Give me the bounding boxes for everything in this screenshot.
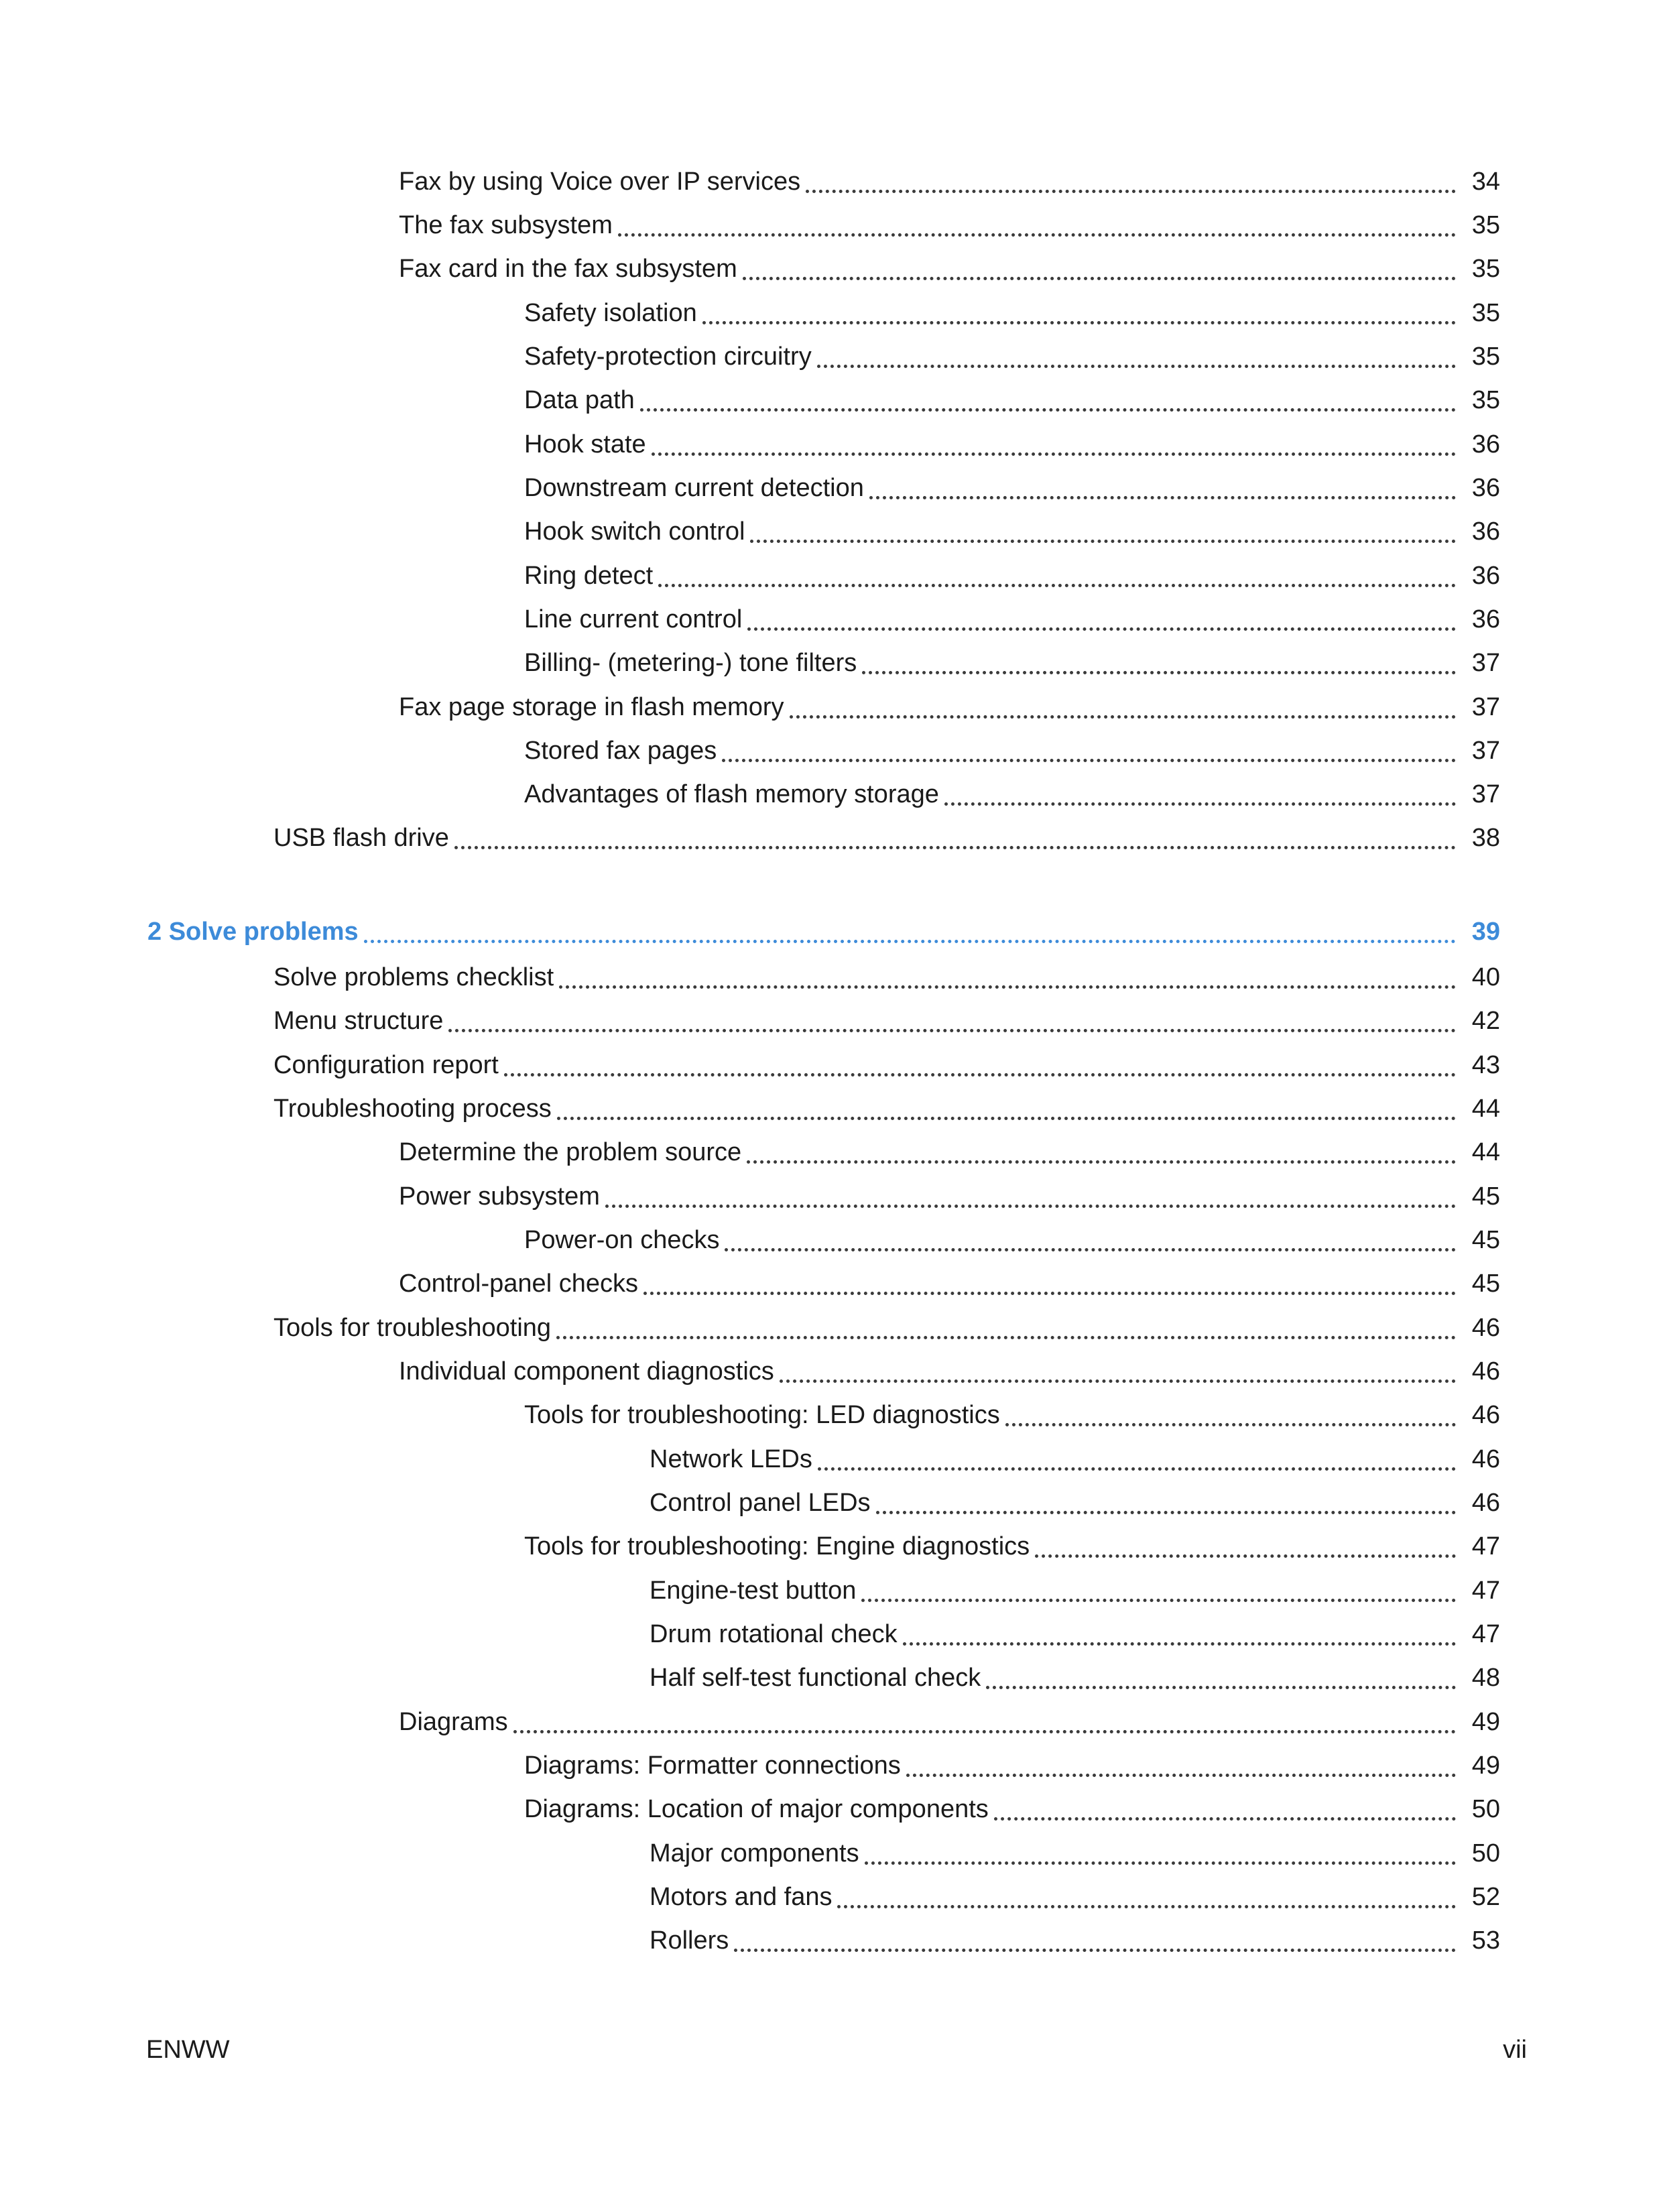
toc-entry-title: Rollers <box>650 1926 729 1955</box>
toc-entry[interactable] <box>399 1179 1500 1214</box>
toc-entry[interactable] <box>273 1003 1500 1038</box>
toc-entry-page: 38 <box>1471 824 1500 852</box>
toc-entry[interactable] <box>524 1748 1500 1783</box>
toc-entry-page: 42 <box>1471 1007 1500 1035</box>
toc-entry-title: Troubleshooting process <box>273 1095 552 1123</box>
toc-entry[interactable] <box>273 1048 1500 1083</box>
toc-entry-page: 47 <box>1471 1532 1500 1560</box>
toc-entry-title: Fax by using Voice over IP services <box>399 168 801 196</box>
toc-entry-page: 37 <box>1471 693 1500 721</box>
toc-entry-page: 44 <box>1471 1095 1500 1123</box>
footer-doc-code: ENWW <box>146 2036 230 2064</box>
toc-entry[interactable] <box>524 602 1500 637</box>
toc-entry[interactable] <box>399 251 1500 286</box>
dot-leader <box>986 1686 1456 1689</box>
toc-entry-title: Power-on checks <box>524 1226 720 1254</box>
dot-leader <box>640 408 1456 412</box>
dot-leader <box>513 1730 1456 1733</box>
toc-entry-title: Solve problems checklist <box>273 963 554 991</box>
toc-entry[interactable] <box>650 1923 1500 1958</box>
toc-entry-title: Half self-test functional check <box>650 1664 981 1692</box>
toc-entry-page: 46 <box>1471 1357 1500 1386</box>
toc-entry-page: 46 <box>1471 1489 1500 1517</box>
toc-entry-title: Downstream current detection <box>524 474 864 502</box>
toc-entry-page: 46 <box>1471 1445 1500 1473</box>
toc-entry[interactable] <box>524 1792 1500 1827</box>
toc-entry-title: Configuration report <box>273 1051 499 1079</box>
toc-entry-title: Diagrams <box>399 1708 508 1736</box>
toc-entry-title: Advantages of flash memory storage <box>524 780 939 808</box>
toc-entry-title: Line current control <box>524 605 743 633</box>
toc-entry-page: 48 <box>1471 1664 1500 1692</box>
toc-entry-title: Ring detect <box>524 562 654 590</box>
toc-entry-page: 52 <box>1471 1883 1500 1911</box>
toc-entry-title: Fax card in the fax subsystem <box>399 255 737 283</box>
toc-entry[interactable] <box>399 208 1500 243</box>
toc-entry-page: 37 <box>1471 780 1500 808</box>
dot-leader <box>643 1292 1456 1295</box>
dot-leader <box>861 1599 1456 1602</box>
toc-entry-title: Safety isolation <box>524 299 697 327</box>
toc-entry-title: Hook switch control <box>524 517 745 546</box>
toc-entry[interactable] <box>273 1310 1500 1345</box>
toc-entry[interactable] <box>524 296 1500 330</box>
toc-entry[interactable] <box>524 427 1500 462</box>
dot-leader <box>364 940 1456 943</box>
dot-leader <box>994 1817 1456 1821</box>
toc-entry[interactable] <box>650 1880 1500 1914</box>
dot-leader <box>556 1336 1456 1339</box>
dot-leader <box>454 846 1456 849</box>
dot-leader <box>658 584 1456 587</box>
toc-entry-page: 37 <box>1471 649 1500 677</box>
toc-entry-title: Engine-test button <box>650 1577 857 1605</box>
toc-entry-page: 49 <box>1471 1708 1500 1736</box>
toc-entry-page: 34 <box>1471 168 1500 196</box>
dot-leader <box>780 1379 1456 1383</box>
toc-entry-title: Tools for troubleshooting: LED diagnostics <box>524 1401 1000 1429</box>
toc-entry[interactable] <box>273 820 1500 855</box>
dot-leader <box>837 1905 1456 1908</box>
toc-entry-page: 40 <box>1471 963 1500 991</box>
toc-entry-title: Control-panel checks <box>399 1270 638 1298</box>
toc-entry-page: 50 <box>1471 1839 1500 1867</box>
toc-entry-page: 36 <box>1471 430 1500 458</box>
toc-entry-page: 35 <box>1471 299 1500 327</box>
toc-entry[interactable] <box>524 514 1500 549</box>
dot-leader <box>722 759 1456 762</box>
toc-entry-page: 35 <box>1471 386 1500 414</box>
dot-leader <box>865 1861 1456 1865</box>
toc-entry-title: Tools for troubleshooting <box>273 1314 552 1342</box>
toc-entry[interactable] <box>399 1266 1500 1301</box>
toc-entry[interactable] <box>524 1223 1500 1257</box>
toc-entry-page: 46 <box>1471 1401 1500 1429</box>
toc-entry-page: 37 <box>1471 737 1500 765</box>
footer-page-number: vii <box>1503 2036 1527 2064</box>
toc-entry[interactable] <box>524 383 1500 418</box>
dot-leader <box>1005 1423 1456 1426</box>
toc-entry-title: 2 Solve problems <box>147 918 359 946</box>
toc-entry-page: 45 <box>1471 1182 1500 1211</box>
dot-leader <box>618 233 1456 237</box>
toc-entry[interactable] <box>650 1485 1500 1520</box>
dot-leader <box>869 496 1456 499</box>
toc-entry[interactable] <box>273 1091 1500 1126</box>
dot-leader <box>747 627 1456 631</box>
dot-leader <box>790 715 1457 719</box>
toc-entry[interactable] <box>650 1617 1500 1652</box>
dot-leader <box>504 1073 1456 1077</box>
toc-entry-title: Control panel LEDs <box>650 1489 871 1517</box>
toc-entry-title: Network LEDs <box>650 1445 812 1473</box>
toc-entry[interactable] <box>524 471 1500 505</box>
toc-entry-title: Menu structure <box>273 1007 444 1035</box>
toc-entry[interactable] <box>650 1573 1500 1608</box>
toc-entry-page: 44 <box>1471 1138 1500 1166</box>
toc-entry-title: Data path <box>524 386 635 414</box>
toc-entry[interactable] <box>524 339 1500 374</box>
toc-entry-page: 47 <box>1471 1620 1500 1648</box>
toc-entry-title: Motors and fans <box>650 1883 833 1911</box>
dot-leader <box>743 277 1456 280</box>
toc-entry[interactable] <box>273 960 1500 995</box>
dot-leader <box>725 1248 1456 1251</box>
toc-entry[interactable] <box>399 1354 1500 1389</box>
toc-entry[interactable] <box>650 1442 1500 1477</box>
toc-entry-title: Power subsystem <box>399 1182 600 1211</box>
dot-leader <box>702 321 1456 324</box>
toc-entry[interactable] <box>524 1398 1500 1432</box>
toc-entry-title: Hook state <box>524 430 646 458</box>
toc-entry-page: 45 <box>1471 1226 1500 1254</box>
toc-entry-title: Individual component diagnostics <box>399 1357 774 1386</box>
toc-entry-page: 43 <box>1471 1051 1500 1079</box>
toc-entry-page: 35 <box>1471 255 1500 283</box>
toc-entry[interactable] <box>399 1135 1500 1170</box>
toc-entry-title: Tools for troubleshooting: Engine diagnostics <box>524 1532 1030 1560</box>
dot-leader <box>906 1774 1456 1777</box>
dot-leader <box>862 671 1456 674</box>
toc-chapter-entry[interactable] <box>147 914 1500 949</box>
toc-entry[interactable] <box>524 646 1500 680</box>
dot-leader <box>448 1029 1456 1032</box>
toc-entry-title: Determine the problem source <box>399 1138 742 1166</box>
dot-leader <box>750 540 1456 543</box>
toc-entry-page: 35 <box>1471 343 1500 371</box>
toc-entry-page: 47 <box>1471 1577 1500 1605</box>
toc-entry-page: 49 <box>1471 1752 1500 1780</box>
toc-entry-title: Fax page storage in flash memory <box>399 693 784 721</box>
toc-entry[interactable] <box>524 558 1500 593</box>
toc-entry-page: 46 <box>1471 1314 1500 1342</box>
toc-entry-title: Diagrams: Formatter connections <box>524 1752 901 1780</box>
toc-entry-page: 36 <box>1471 562 1500 590</box>
toc-entry-title: USB flash drive <box>273 824 449 852</box>
dot-leader <box>557 1117 1456 1120</box>
toc-entry-page: 36 <box>1471 517 1500 546</box>
dot-leader <box>734 1949 1456 1952</box>
toc-entry-title: Diagrams: Location of major components <box>524 1795 989 1823</box>
toc-entry-page: 36 <box>1471 474 1500 502</box>
toc-entry[interactable] <box>399 164 1500 199</box>
dot-leader <box>559 985 1456 989</box>
toc-entry[interactable] <box>524 733 1500 768</box>
toc-entry-title: The fax subsystem <box>399 211 613 239</box>
toc-entry[interactable] <box>399 690 1500 725</box>
toc-entry-page: 50 <box>1471 1795 1500 1823</box>
toc-entry[interactable] <box>650 1660 1500 1695</box>
toc-entry[interactable] <box>524 777 1500 812</box>
dot-leader <box>605 1205 1456 1208</box>
dot-leader <box>817 365 1456 368</box>
toc-entry-page: 36 <box>1471 605 1500 633</box>
toc-entry-title: Safety-protection circuitry <box>524 343 812 371</box>
toc-entry-title: Drum rotational check <box>650 1620 898 1648</box>
toc-entry[interactable] <box>524 1529 1500 1564</box>
toc-entry[interactable] <box>650 1836 1500 1871</box>
dot-leader <box>818 1467 1456 1471</box>
toc-entry-page: 53 <box>1471 1926 1500 1955</box>
toc-entry-page: 35 <box>1471 211 1500 239</box>
toc-entry-page: 39 <box>1471 918 1500 946</box>
dot-leader <box>652 452 1456 456</box>
dot-leader <box>747 1160 1456 1164</box>
toc-entry-title: Billing- (metering-) tone filters <box>524 649 857 677</box>
toc-entry-page: 45 <box>1471 1270 1500 1298</box>
toc-entry-title: Stored fax pages <box>524 737 717 765</box>
toc-entry-title: Major components <box>650 1839 859 1867</box>
dot-leader <box>806 190 1456 193</box>
dot-leader <box>876 1511 1456 1514</box>
dot-leader <box>944 802 1456 806</box>
toc-entry[interactable] <box>399 1705 1500 1739</box>
dot-leader <box>1035 1554 1456 1558</box>
dot-leader <box>903 1642 1456 1646</box>
